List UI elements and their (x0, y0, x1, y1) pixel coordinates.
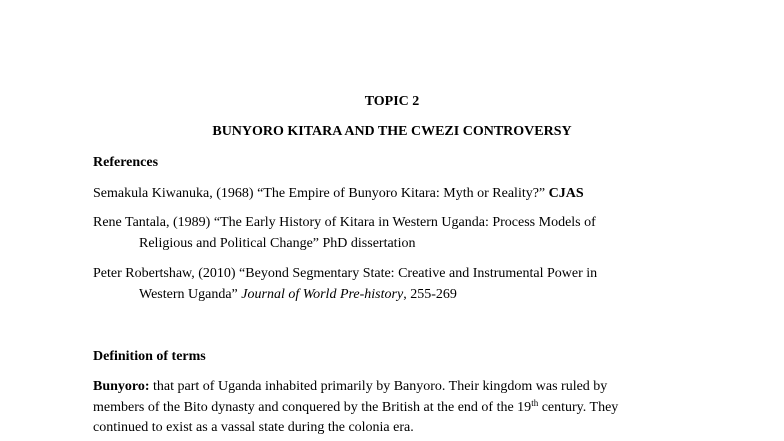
definition-superscript: th (531, 398, 539, 408)
reference-3-pages: , 255-269 (403, 287, 457, 302)
references-heading: References (93, 155, 159, 170)
topic-label: TOPIC 2 (364, 94, 420, 109)
reference-2-line-1: Rene Tantala, (1989) “The Early History of Kitara in Western Uganda: Process Models of (93, 215, 596, 230)
reference-3-text: Western Uganda” (139, 287, 238, 302)
definition-line-2 (93, 400, 618, 416)
reference-1-text: Semakula Kiwanuka, (1968) “The Empire of Bunyoro Kitara: Myth or Reality?” (93, 186, 546, 201)
reference-3-line-1: Peter Robertshaw, (2010) “Beyond Segmentary State: Creative and Instrumental Power in (93, 266, 598, 281)
document-title: BUNYORO KITARA AND THE CWEZI CONTROVERSY (212, 124, 572, 139)
definition-line-1 (93, 379, 607, 395)
definition-text-2: members of the Bito dynasty and conquered by the British at the end of the 19 (93, 400, 532, 415)
definition-text-2b: century. They (538, 400, 619, 415)
reference-2-line-2: Religious and Political Change” PhD dissertation (139, 236, 416, 251)
reference-1 (93, 186, 584, 202)
reference-3-journal: Journal of World Pre-history (241, 287, 404, 302)
definition-term: Bunyoro: (93, 379, 150, 394)
reference-1-journal: CJAS (548, 186, 584, 201)
reference-3-line-2 (139, 287, 457, 303)
definition-text-1: that part of Uganda inhabited primarily by Banyoro. Their kingdom was ruled by (149, 379, 608, 394)
definitions-heading: Definition of terms (93, 349, 206, 364)
definition-line-3: continued to exist as a vassal state during the colonia era. (93, 420, 414, 435)
